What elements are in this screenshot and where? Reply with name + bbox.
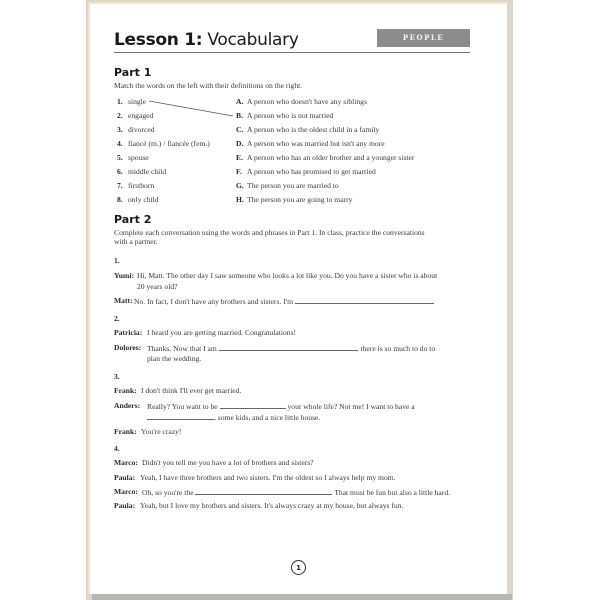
definition-letter: H. xyxy=(236,195,244,204)
dialogue-text-before: Really? You want to be xyxy=(147,402,218,411)
definition-letter: A. xyxy=(236,97,244,106)
word-number: 2. xyxy=(117,111,123,120)
part1-heading: Part 1 xyxy=(114,66,152,79)
dialogue-text-before: Thanks. Now that I am xyxy=(147,344,217,353)
speaker-name: Frank: xyxy=(114,427,137,436)
definition-letter: B. xyxy=(236,111,243,120)
connector-line xyxy=(149,101,233,116)
definition-text: A person who was married but isn't any more xyxy=(247,139,385,148)
part2-instructions: Complete each conversation using the words and phrases in Part 1. In class, practice the conversations xyxy=(114,228,425,237)
answer-blank[interactable] xyxy=(147,412,214,420)
dialogue-line xyxy=(114,427,137,437)
definition-letter: F. xyxy=(236,167,242,176)
dialogue-text xyxy=(142,487,450,498)
dialogue-text: Yeah, but I love my brothers and sisters. It's always crazy at my house, but always fun. xyxy=(140,501,404,510)
word-text: fiancé (m.) / fiancée (fem.) xyxy=(128,139,210,148)
dialogue-text xyxy=(134,296,434,307)
part2-heading: Part 2 xyxy=(114,213,152,226)
part2-instructions-cont: with a partner. xyxy=(114,237,158,246)
definition-letter: E. xyxy=(236,153,243,162)
speaker-name: Paula: xyxy=(114,473,136,482)
word-text: engaged xyxy=(128,111,154,120)
dialogue-text xyxy=(147,401,415,412)
dialogue-text-after: , there is so much to do to xyxy=(356,344,436,353)
word-number: 4. xyxy=(117,139,123,148)
speaker-name: Paula: xyxy=(114,501,136,510)
dialogue-line xyxy=(114,271,134,281)
dialogue-line xyxy=(114,343,141,353)
part1-instructions: Match the words on the left with their definitions on the right. xyxy=(114,81,303,90)
word-number: 6. xyxy=(117,167,123,176)
dialogue-text-cont: plan the wedding. xyxy=(147,354,202,363)
page-number: 1 xyxy=(291,560,306,575)
word-text: middle child xyxy=(128,167,167,176)
word-number: 5. xyxy=(117,153,123,162)
conversation-number: 3. xyxy=(114,372,120,381)
answer-blank[interactable] xyxy=(220,401,286,409)
dialogue-text-after: your whole life? Not me! I want to have a xyxy=(287,402,415,411)
dialogue-text: Didn't you tell me you have a lot of brothers and sisters? xyxy=(142,458,314,467)
speaker-name: Dolores: xyxy=(114,343,142,352)
word-number: 1. xyxy=(117,97,123,106)
speaker-name: Patricia: xyxy=(114,328,143,337)
definition-letter: G. xyxy=(236,181,244,190)
dialogue-text-before: No. In fact, I don't have any brothers and sisters. I'm xyxy=(134,297,293,306)
dialogue-line xyxy=(114,458,138,468)
category-tag: PEOPLE xyxy=(377,29,470,47)
speaker-name: Marco: xyxy=(114,458,138,467)
word-number: 3. xyxy=(117,125,123,134)
definition-text: A person who is not married xyxy=(247,111,334,120)
dialogue-text: Yeah, I have three brothers and two sisters. I'm the oldest so I always help my mom. xyxy=(140,473,396,482)
dialogue-line xyxy=(114,501,135,511)
dialogue-line xyxy=(114,473,135,483)
speaker-name: Marco: xyxy=(114,487,138,496)
word-text: only child xyxy=(128,195,159,204)
speaker-name: Frank: xyxy=(114,386,137,395)
title-rest: Vocabulary xyxy=(207,30,299,50)
word-text: firstborn xyxy=(128,181,155,190)
dialogue-text: You're crazy! xyxy=(141,427,182,436)
definition-text: A person who doesn't have any siblings xyxy=(247,97,367,106)
dialogue-line xyxy=(114,401,140,411)
dialogue-text: I don't think I'll ever get married. xyxy=(141,386,242,395)
dialogue-line xyxy=(114,386,137,396)
speaker-name: Anders: xyxy=(114,401,141,410)
dialogue-text-cont: 20 years old? xyxy=(137,282,178,291)
definition-text: The person you are married to xyxy=(247,181,339,190)
dialogue-text-after: That must be fun but also a little hard. xyxy=(334,488,451,497)
conversation-number: 2. xyxy=(114,314,120,323)
answer-blank[interactable] xyxy=(195,487,332,495)
word-number: 8. xyxy=(117,195,123,204)
conversation-number: 4. xyxy=(114,444,120,453)
title-bold: Lesson 1: xyxy=(114,30,203,50)
dialogue-text xyxy=(147,343,435,354)
definition-text: A person who is the oldest child in a family xyxy=(247,125,380,134)
answer-blank[interactable] xyxy=(219,343,357,351)
word-number: 7. xyxy=(117,181,123,190)
dialogue-text-cont xyxy=(147,412,320,423)
definition-text: A person who has promised to get married xyxy=(247,167,376,176)
conversation-number: 1. xyxy=(114,256,120,265)
speaker-name: Yumi: xyxy=(114,271,134,280)
speaker-name: Matt: xyxy=(114,296,133,305)
definition-letter: D. xyxy=(236,139,244,148)
dialogue-text: I heard you are getting married. Congratulations! xyxy=(147,328,297,337)
word-text: divorced xyxy=(128,125,155,134)
word-text: single xyxy=(128,97,147,106)
dialogue-text-after: , some kids, and a nice little house. xyxy=(214,413,321,422)
definition-text: A person who has an older brother and a younger sister xyxy=(247,153,415,162)
dialogue-text: Hi, Matt. The other day I saw someone who looks a lot like you. Do you have a sister who is about xyxy=(137,271,438,280)
definition-text: The person you are going to marry xyxy=(247,195,353,204)
dialogue-line xyxy=(114,328,142,338)
dialogue-line xyxy=(114,487,138,497)
dialogue-line xyxy=(114,296,133,306)
answer-blank[interactable] xyxy=(295,296,434,304)
word-text: spouse xyxy=(128,153,149,162)
definition-letter: C. xyxy=(236,125,244,134)
dialogue-text-before: Oh, so you're the xyxy=(142,488,194,497)
